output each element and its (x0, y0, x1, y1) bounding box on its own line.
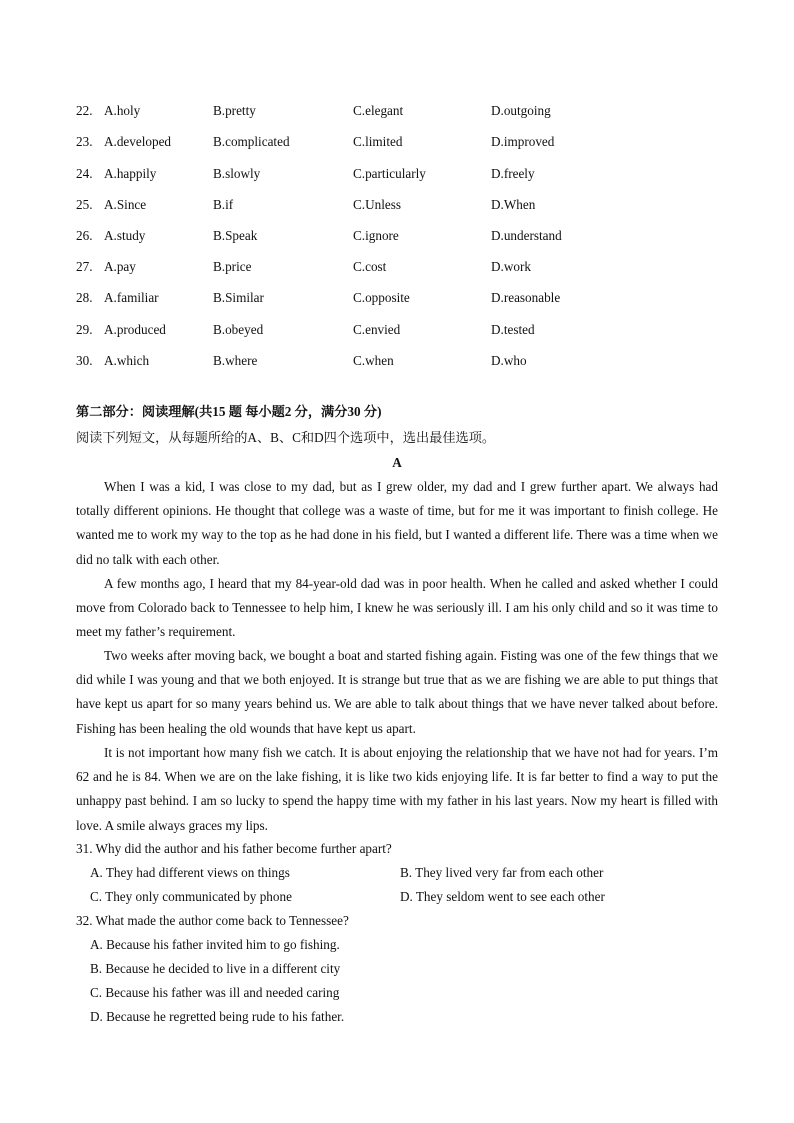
option-d: D.improved (491, 134, 555, 149)
option-b: B.Speak (213, 228, 258, 243)
passage-paragraph-1: When I was a kid, I was close to my dad, but as I grew older, my dad and I grew further apart. We always had totally different opinions. He thought that college was a waste of time, but for me it was important to finish college. He wanted me to work my way to the top as he had done in his field, but I wanted a different life. There was a time when we did no talk with each other. (76, 479, 718, 567)
question-31-option-d: D. They seldom went to see each other (400, 889, 605, 904)
option-c: C.elegant (353, 103, 404, 118)
option-b: B.obeyed (213, 322, 264, 337)
option-c: C.cost (353, 259, 387, 274)
option-b: B.price (213, 259, 252, 274)
option-row-26 (0, 228, 794, 248)
option-row-24 (0, 166, 794, 186)
question-31-option-b: B. They lived very far from each other (400, 865, 604, 880)
option-d: D.understand (491, 228, 562, 243)
question-32-option-b: B. Because he decided to live in a different city (90, 961, 341, 976)
option-a: A.pay (104, 259, 136, 274)
option-b: B.where (213, 353, 258, 368)
option-c: C.Unless (353, 197, 401, 212)
option-d: D.When (491, 197, 536, 212)
passage-paragraph-4: It is not important how many fish we catch. It is about enjoying the relationship that we have not had for years. I’m 62 and he is 84. When we are on the lake fishing, it is like two kids enjoying life. It is far better to find a way to put the unhappy past behind. I am so lucky to spend the happy time with my father in his last years. Now my heart is filled with love. A smile always graces my lips. (76, 745, 718, 833)
question-number: 23. (76, 134, 93, 149)
passage-paragraph-2: A few months ago, I heard that my 84-year-old dad was in poor health. When he called and asked whether I could move from Colorado back to Tennessee to help him, I knew he was seriously ill. I am his only child and so it was time to meet my father’s requirement. (76, 576, 718, 640)
option-b: B.pretty (213, 103, 256, 118)
question-number: 22. (76, 103, 93, 118)
option-d: D.outgoing (491, 103, 551, 118)
option-d: D.who (491, 353, 527, 368)
option-a: A.holy (104, 103, 141, 118)
option-row-22 (0, 103, 794, 123)
option-b: B.slowly (213, 166, 261, 181)
option-c: C.limited (353, 134, 403, 149)
question-number: 25. (76, 197, 93, 212)
option-a: A.Since (104, 197, 147, 212)
question-31-option-c: C. They only communicated by phone (90, 889, 292, 904)
option-c: C.envied (353, 322, 401, 337)
option-a: A.study (104, 228, 146, 243)
option-d: D.freely (491, 166, 535, 181)
option-a: A.developed (104, 134, 172, 149)
section-instruction: 阅读下列短文，从每题所给的A、B、C和D四个选项中，选出最佳选项。 (76, 430, 496, 445)
question-32-stem: 32. What made the author come back to Tennessee? (76, 913, 349, 928)
option-row-25 (0, 197, 794, 217)
question-32-option-c: C. Because his father was ill and needed caring (90, 985, 340, 1000)
question-number: 24. (76, 166, 93, 181)
option-d: D.reasonable (491, 290, 561, 305)
question-number: 30. (76, 353, 93, 368)
option-d: D.tested (491, 322, 535, 337)
option-row-30 (0, 353, 794, 373)
question-32-option-d: D. Because he regretted being rude to his father. (90, 1009, 345, 1024)
option-b: B.complicated (213, 134, 290, 149)
option-a: A.produced (104, 322, 166, 337)
option-row-23 (0, 134, 794, 154)
option-a: A.happily (104, 166, 157, 181)
passage-paragraph-3: Two weeks after moving back, we bought a boat and started fishing again. Fisting was one of the few things that we did while I was young and that we both enjoyed. It is strange but true that as we are fishing we are able to put things that have kept us apart for so many years behind us. We are able to talk about things that we have never talked about before. Fishing has been healing the old wounds that have kept us apart. (76, 648, 718, 736)
option-a: A.familiar (104, 290, 159, 305)
question-number: 29. (76, 322, 93, 337)
passage-label: A (392, 455, 402, 470)
question-number: 26. (76, 228, 93, 243)
option-b: B.if (213, 197, 234, 212)
option-d: D.work (491, 259, 531, 274)
option-c: C.opposite (353, 290, 410, 305)
question-number: 27. (76, 259, 93, 274)
option-c: C.ignore (353, 228, 399, 243)
option-c: C.when (353, 353, 394, 368)
option-b: B.Similar (213, 290, 264, 305)
question-32-option-a: A. Because his father invited him to go fishing. (90, 937, 340, 952)
option-c: C.particularly (353, 166, 426, 181)
option-row-28 (0, 290, 794, 310)
option-row-27 (0, 259, 794, 279)
question-31-option-a: A. They had different views on things (90, 865, 290, 880)
question-31-stem: 31. Why did the author and his father become further apart? (76, 841, 392, 856)
option-row-29 (0, 322, 794, 342)
option-a: A.which (104, 353, 150, 368)
question-number: 28. (76, 290, 93, 305)
section-title: 第二部分：阅读理解(共15 题 每小题2 分，满分30 分) (76, 404, 382, 419)
